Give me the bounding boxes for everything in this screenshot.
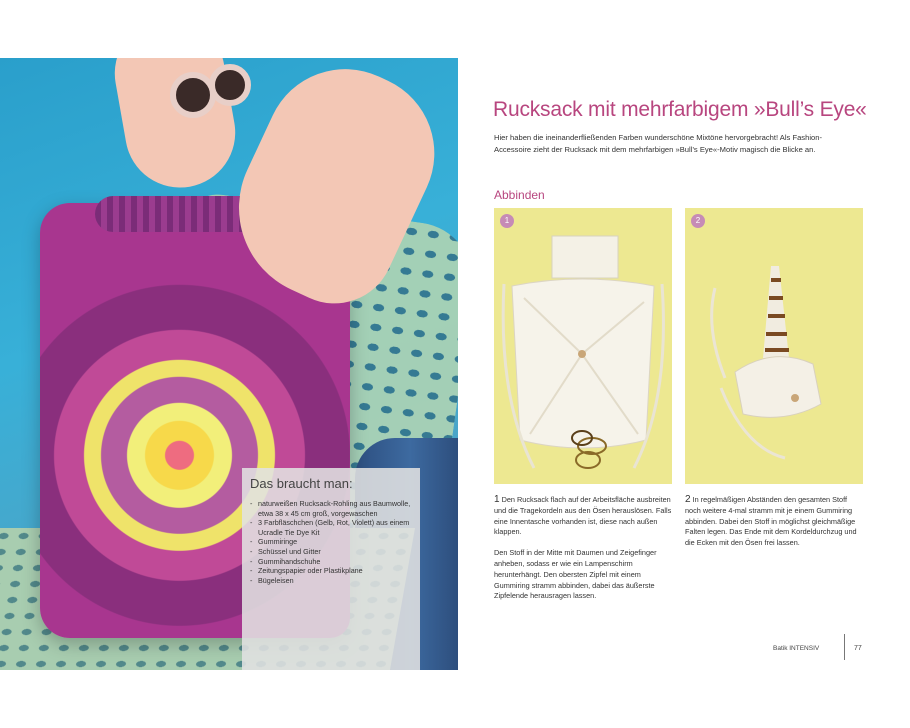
- materials-item: - Zeitungspapier oder Plastikplane: [250, 566, 412, 576]
- step-paragraph: [494, 548, 672, 602]
- step-2-photo: [685, 208, 863, 484]
- materials-list: [250, 499, 412, 585]
- sunglasses-icon: [168, 63, 258, 123]
- step-paragraph-text: In regelmäßigen Abständen den gesamten Stoff noch weitere 4-mal stramm mit je einem Gummiring abbinden. Dabei den Stoff in möglichst gleichmäßige Falten legen. Das Ende mit dem Kordeldurchzug und die Ecken mit den Ösen frei lassen.: [685, 495, 857, 548]
- intro-text: Hier haben die ineinanderfließenden Farben wunderschöne Mixtöne hervorgebracht! Als Fashion-Accessoire zieht der Rucksack mit dem mehrfarbigen »Bull’s Eye«-Motiv magisch die Blicke an.: [494, 133, 822, 154]
- materials-item: - Gummihandschuhe: [250, 557, 412, 567]
- page-title: Rucksack mit mehrfarbigem »Bull’s Eye«: [493, 98, 867, 121]
- step-paragraph-text: Den Rucksack flach auf der Arbeitsfläche ausbreiten und die Tragekordeln aus den Ösen herauslösen. Falls eine Innentasche vorhanden ist, diese nach außen klappen.: [494, 495, 672, 537]
- materials-box: [242, 468, 420, 670]
- footer-divider: [844, 634, 845, 660]
- running-footer: Batik INTENSIV: [773, 645, 820, 652]
- materials-item: - Gummiringe: [250, 537, 412, 547]
- section-heading: Abbinden: [494, 188, 545, 202]
- materials-heading: Das braucht man:: [250, 476, 353, 491]
- step-number: 1: [494, 494, 500, 505]
- tied-backpack-illustration: [685, 208, 863, 484]
- step-number: 2: [685, 494, 691, 505]
- instruction-page: [458, 58, 910, 670]
- step-badge: 2: [691, 214, 705, 228]
- materials-item: - 3 Farbfläschchen (Gelb, Rot, Violett) aus einem Ucradle Tie Dye Kit: [250, 518, 412, 537]
- materials-item: - Bügeleisen: [250, 576, 412, 586]
- step-1-photo: [494, 208, 672, 484]
- book-spread: [0, 58, 910, 670]
- step-1-text: [494, 495, 672, 612]
- step-badge: 1: [500, 214, 514, 228]
- flat-backpack-illustration: [494, 208, 672, 484]
- step-paragraph: [494, 495, 672, 538]
- materials-item: - naturweißen Rucksack-Rohling aus Baumwolle, etwa 38 x 45 cm groß, vorgewaschen: [250, 499, 412, 518]
- materials-item: - Schüssel und Gitter: [250, 547, 412, 557]
- step-2-text: [685, 495, 863, 559]
- step-paragraph-text: Den Stoff in der Mitte mit Daumen und Zeigefinger anheben, sodass er wie ein Lampenschirm herunterhängt. Den obersten Zipfel mit einem Gummiring stramm abbinden, dabei das äußerste Zipfelende herausragen lassen.: [494, 548, 657, 601]
- step-paragraph: [685, 495, 863, 549]
- page-number: 77: [854, 645, 862, 652]
- backpack-photo: [0, 58, 458, 670]
